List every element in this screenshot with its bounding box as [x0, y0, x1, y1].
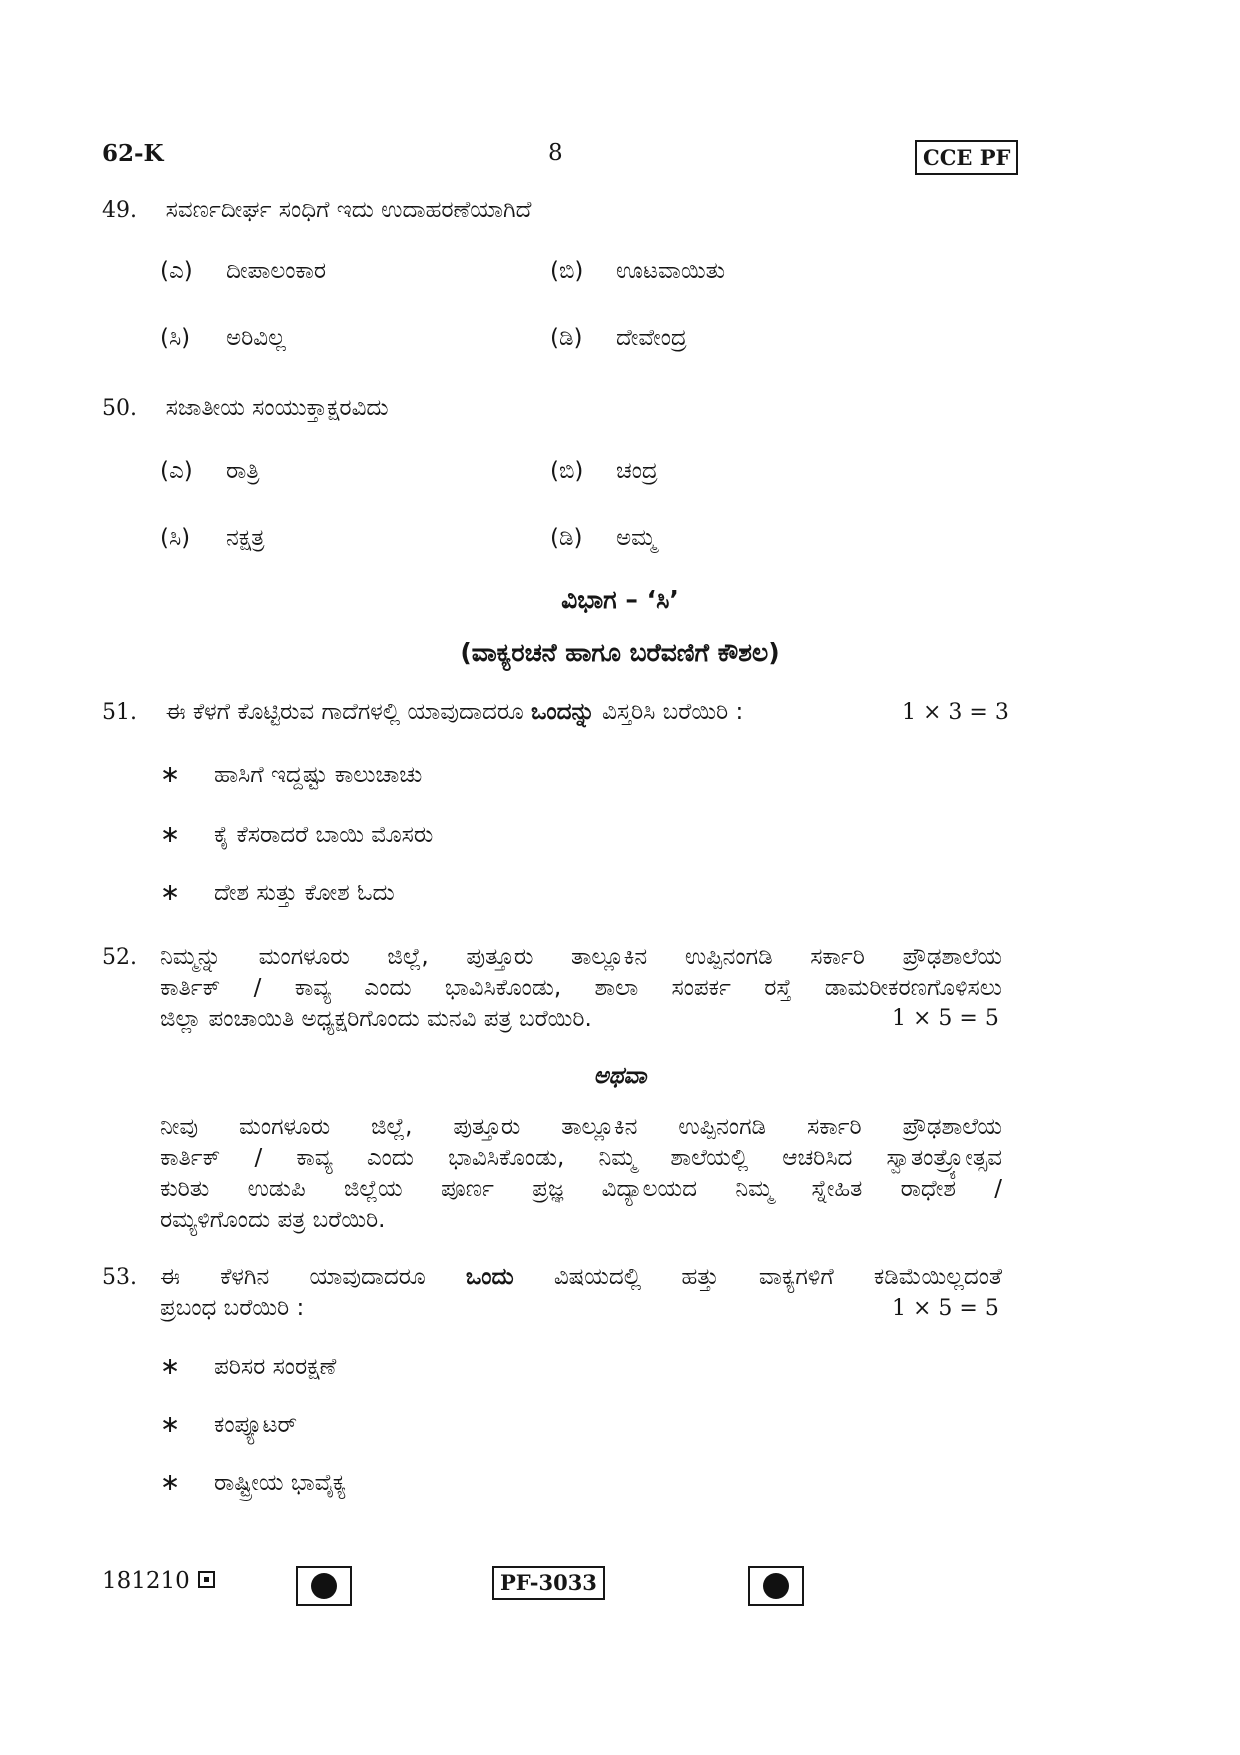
registration-mark-icon — [748, 1566, 804, 1606]
registration-mark-icon — [296, 1566, 352, 1606]
proverb-item: ∗ ಕೈ ಕೆಸರಾದರೆ ಬಾಯಿ ಮೊಸರು — [160, 820, 434, 848]
small-square-mark-icon — [198, 1571, 215, 1588]
question-50 — [102, 393, 389, 424]
question-text: ಸವರ್ಣದೀರ್ಘ ಸಂಧಿಗೆ ಇದು ಉದಾಹರಣೆಯಾಗಿದೆ — [165, 197, 532, 223]
option-b: (ಬಿ) ಊಟವಾಯಿತು — [550, 258, 726, 284]
cce-pf-label: CCE PF — [915, 140, 1018, 175]
footer-code: PF-3033 — [492, 1566, 605, 1600]
section-title: ವಿಭಾಗ – ‘ಸಿ’ — [561, 585, 679, 614]
option-a: (ಎ) ದೀಪಾಲಂಕಾರ — [160, 258, 327, 284]
section-subtitle: (ವಾಕ್ಯರಚನೆ ಹಾಗೂ ಬರೆವಣಿಗೆ ಕೌಶಲ) — [460, 638, 780, 667]
essay-topic: ∗ ಪರಿಸರ ಸಂರಕ್ಷಣೆ — [160, 1352, 337, 1380]
asterisk-icon: ∗ — [160, 1352, 181, 1380]
essay-topic: ∗ ಕಂಪ್ಯೂಟರ್ — [160, 1410, 298, 1438]
proverb-item: ∗ ಹಾಸಿಗೆ ಇದ್ದಷ್ಟು ಕಾಲುಚಾಚು — [160, 760, 423, 788]
asterisk-icon: ∗ — [160, 878, 181, 906]
question-number: 49. — [102, 198, 137, 223]
question-51: 51. ಈ ಕೆಳಗೆ ಕೊಟ್ಟಿರುವ ಗಾದೆಗಳಲ್ಲಿ ಯಾವುದಾದರೂ ಒಂದನ್ನು ವಿಸ್ತರಿಸಿ ಬರೆಯಿರಿ : — [102, 699, 744, 725]
question-text: ಸಜಾತೀಯ ಸಂಯುಕ್ತಾಕ್ಷರವಿದು — [165, 395, 389, 421]
question-number: 50. — [102, 396, 137, 421]
marks-53: 1 × 5 = 5 — [892, 1296, 999, 1321]
question-52-alternative: ನೀವು ಮಂಗಳೂರು ಜಿಲ್ಲೆ, ಪುತ್ತೂರು ತಾಲ್ಲೂಕಿನ ಉಪ್ಪಿನಂಗಡಿ ಸರ್ಕಾರಿ ಪ್ರೌಢಶಾಲೆಯ ಕಾರ್ತಿಕ್ / ಕಾವ್ಯ ಎಂದು ಭಾವಿಸಿಕೊಂಡು, ನಿಮ್ಮ ಶಾಲೆಯಲ್ಲಿ ಆಚರಿಸಿದ ಸ್ವಾತಂತ್ರ್ಯೋತ್ಸವ ಕುರಿತು ಉಡುಪಿ ಜಿಲ್ಲೆಯ ಪೂರ್ಣ ಪ್ರಜ್ಞ ವಿದ್ಯಾಲಯದ ನಿಮ್ಮ ಸ್ನೇಹಿತ ರಾಧೇಶ / ರಮ್ಯಳಿಗೊಂದು ಪತ್ರ ಬರೆಯಿರಿ. — [160, 1114, 1002, 1233]
question-52-number: 52. — [102, 945, 137, 970]
option-d: (ಡಿ) ಅಮ್ಮ — [550, 525, 657, 551]
option-d: (ಡಿ) ದೇವೇಂದ್ರ — [550, 325, 687, 351]
marks-51: 1 × 3 = 3 — [902, 700, 1009, 725]
asterisk-icon: ∗ — [160, 820, 181, 848]
paper-code: 62-K — [102, 140, 164, 167]
asterisk-icon: ∗ — [160, 1468, 181, 1496]
question-53-text: ಈ ಕೆಳಗಿನ ಯಾವುದಾದರೂ ಒಂದು ವಿಷಯದಲ್ಲಿ ಹತ್ತು ವಾಕ್ಯಗಳಿಗೆ ಕಡಿಮೆಯಿಲ್ಲದಂತೆ ಪ್ರಬಂಧ ಬರೆಯಿರಿ : — [160, 1264, 1002, 1321]
or-label: ಅಥವಾ — [593, 1063, 647, 1089]
question-number: 51. — [102, 700, 137, 725]
asterisk-icon: ∗ — [160, 760, 181, 788]
option-c: (ಸಿ) ನಕ್ಷತ್ರ — [160, 525, 265, 551]
proverb-item: ∗ ದೇಶ ಸುತ್ತು ಕೋಶ ಓದು — [160, 878, 395, 906]
question-53-number: 53. — [102, 1265, 137, 1290]
marks-52: 1 × 5 = 5 — [892, 1006, 999, 1031]
page-number: 8 — [548, 140, 563, 166]
option-a: (ಎ) ರಾತ್ರಿ — [160, 458, 260, 484]
asterisk-icon: ∗ — [160, 1410, 181, 1438]
footer-number: 181210 — [102, 1568, 190, 1594]
option-b: (ಬಿ) ಚಂದ್ರ — [550, 458, 658, 484]
essay-topic: ∗ ರಾಷ್ಟ್ರೀಯ ಭಾವೈಕ್ಯ — [160, 1468, 347, 1496]
question-52-text: ನಿಮ್ಮನ್ನು ಮಂಗಳೂರು ಜಿಲ್ಲೆ, ಪುತ್ತೂರು ತಾಲ್ಲೂಕಿನ ಉಪ್ಪಿನಂಗಡಿ ಸರ್ಕಾರಿ ಪ್ರೌಢಶಾಲೆಯ ಕಾರ್ತಿಕ್ / ಕಾವ್ಯ ಎಂದು ಭಾವಿಸಿಕೊಂಡು, ಶಾಲಾ ಸಂಪರ್ಕ ರಸ್ತೆ ಡಾಮರೀಕರಣಗೊಳಿಸಲು ಜಿಲ್ಲಾ ಪಂಚಾಯಿತಿ ಅಧ್ಯಕ್ಷರಿಗೊಂದು ಮನವಿ ಪತ್ರ ಬರೆಯಿರಿ. — [160, 944, 1002, 1032]
option-c: (ಸಿ) ಅರಿವಿಲ್ಲ — [160, 325, 286, 351]
question-49 — [102, 195, 531, 226]
